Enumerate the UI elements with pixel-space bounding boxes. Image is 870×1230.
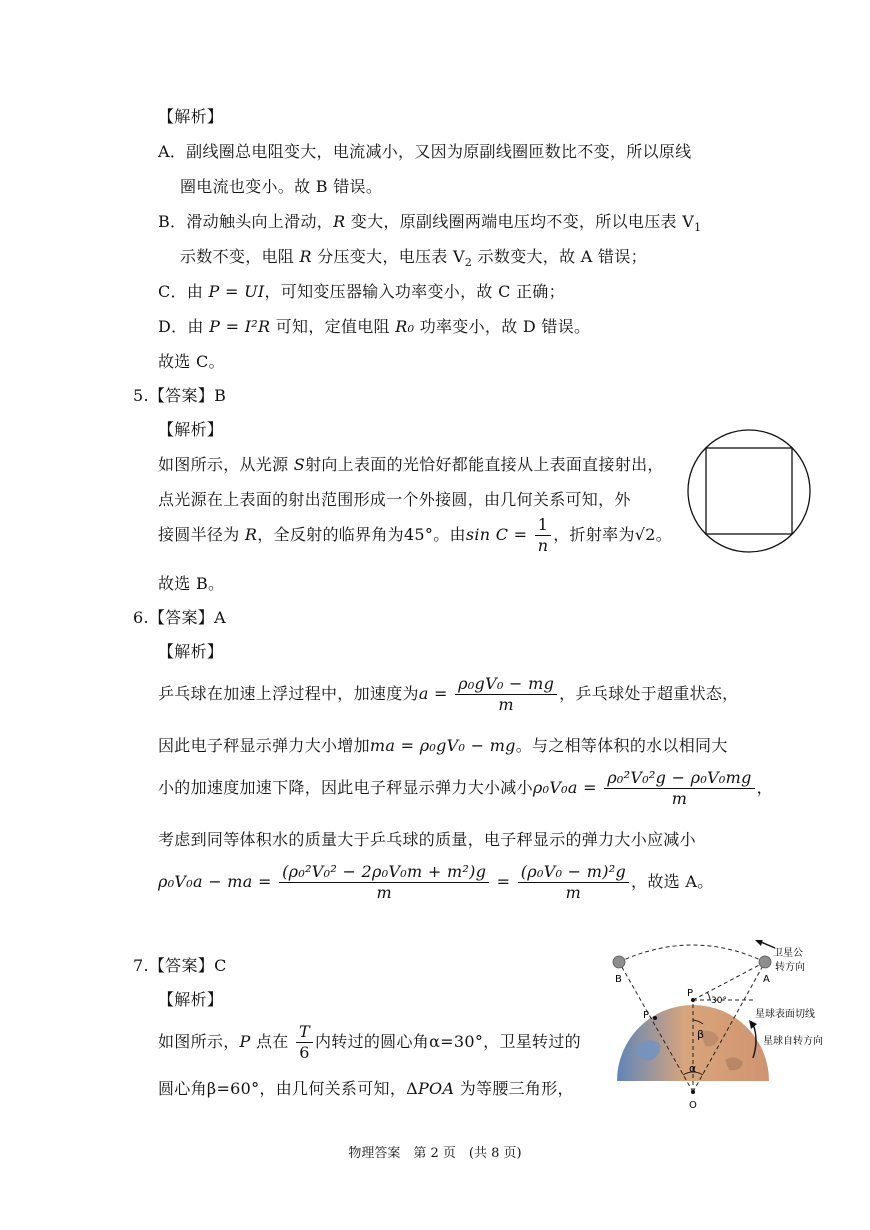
fraction-expanded: $\frac{\text{(ρ₀²V₀² − 2ρ₀V₀m + m²)g}}{m}$ <box>279 862 489 903</box>
satellite-A-icon <box>759 956 771 968</box>
q7-answer: 7.【答案】C <box>133 956 227 975</box>
q6-line3: 小的加速度加速下降，因此电子秤显示弹力大小减小ρ₀V₀a = $\frac{\text{ρ₀²V₀²g − ρ₀V₀mg}}{m}$ ， <box>158 768 773 808</box>
q6-line1: 乒乓球在加速上浮过程中，加速度为a = $\frac{\text{ρ₀gV₀ − mg}}{m}$ ，乒乓球处于超重状态， <box>158 674 739 714</box>
label-surface-tangent: 星球表面切线 <box>755 1009 815 1020</box>
fraction-force-decrease: $\frac{\text{ρ₀²V₀²g − ρ₀V₀mg}}{m}$ <box>604 768 754 809</box>
label-satellite-revolution: 卫星公 <box>773 948 803 959</box>
rotation-arrowhead-icon <box>749 1020 757 1029</box>
q7-analysis-label: 【解析】 <box>158 990 224 1009</box>
q6-line2: 因此电子秤显示弹力大小增加ma = ρ₀gV₀ − mg。与之相等体积的水以相同大 <box>158 736 728 755</box>
choose-c: 故选 C。 <box>158 352 225 371</box>
angle-30-arc <box>707 992 710 1000</box>
fraction-one-over-n: $\frac{1}{n}$ <box>535 515 551 556</box>
revolution-arrowhead-icon <box>755 940 763 946</box>
label-planet-rotation: 星球自转方向 <box>763 1036 823 1047</box>
point-O <box>691 1090 695 1094</box>
option-b-line2: 示数不变，电阻 R 分压变大，电压表 $V_2$ 示数变大，故 A 错误； <box>180 247 647 270</box>
q5-analysis-label: 【解析】 <box>158 420 224 439</box>
option-c: C．由 P = UI，可知变压器输入功率变小，故 C 正确； <box>158 282 565 301</box>
page-footer: 物理答案 第 2 页 (共 8 页) <box>348 1146 522 1161</box>
point-P-left <box>653 1016 657 1020</box>
label-A: A <box>763 974 770 985</box>
label-P-left: P <box>643 1010 650 1021</box>
satellite-B-icon <box>613 956 625 968</box>
option-a-line1: A．副线圈总电阻变大，电流减小，又因为原副线圈匝数比不变，所以原线 <box>158 142 692 161</box>
q7-line2: 圆心角β=60°，由几何关系可知，ΔPOA 为等腰三角形， <box>158 1079 574 1098</box>
label-satellite-revolution-2: 转方向 <box>775 962 805 973</box>
q6-answer: 6.【答案】A <box>133 608 226 627</box>
option-d: D．由 P = I²R 可知，定值电阻 R₀ 功率变小，故 D 错误。 <box>158 317 591 336</box>
label-30-degrees: 30° <box>711 996 727 1006</box>
label-beta: β <box>697 1028 705 1041</box>
q7-figure-satellite <box>605 940 855 1120</box>
q6-line4: 考虑到同等体积水的质量大于乒乓球的质量，电子秤显示的弹力大小应减小 <box>158 830 696 849</box>
label-P-top: P <box>687 988 694 999</box>
q7-line1: 如图所示，P 点在 $\frac{T}{6}$ 内转过的圆心角α=30°，卫星转过的 <box>158 1022 581 1062</box>
q5-line2: 点光源在上表面的射出范围形成一个外接圆，由几何关系可知，外 <box>158 490 631 509</box>
label-B: B <box>615 974 622 985</box>
option-b-line1: B．滑动触头向上滑动，R 变大，原副线圈两端电压均不变，所以电压表 $V_1$ <box>158 212 702 235</box>
fraction-factored: $\frac{\text{(ρ₀V₀ − m)²g}}{m}$ <box>518 862 629 903</box>
q5-choose: 故选 B。 <box>158 574 225 593</box>
q5-line1: 如图所示，从光源 S射向上表面的光恰好都能直接从上表面直接射出， <box>158 455 664 474</box>
label-O: O <box>689 1100 697 1111</box>
q6-analysis-label: 【解析】 <box>158 642 224 661</box>
fraction-acceleration: $\frac{\text{ρ₀gV₀ − mg}}{m}$ <box>455 674 557 715</box>
option-a-line2: 圈电流也变小。故 B 错误。 <box>180 177 383 196</box>
q5-answer: 5.【答案】B <box>133 386 227 405</box>
q5-figure-circle-square <box>685 427 815 557</box>
fraction-t-over-6: $\frac{T}{6}$ <box>296 1022 313 1063</box>
inscribed-square <box>706 448 792 534</box>
q5-line3: 接圆半径为 R，全反射的临界角为45°。由sin C = $\frac{1}{n}$ ，折射率为√2。 <box>158 515 673 555</box>
label-alpha: α <box>689 1062 697 1075</box>
q6-line5: ρ₀V₀a − ma = $\frac{\text{(ρ₀²V₀² − 2ρ₀V₀m + m²)g}}{m}$ = $\frac{\text{(ρ₀V₀ − m)²g}}{m}$ ，故选 A。 <box>158 862 714 902</box>
satellite-orbit-arc <box>619 945 765 962</box>
analysis-label: 【解析】 <box>158 107 224 126</box>
